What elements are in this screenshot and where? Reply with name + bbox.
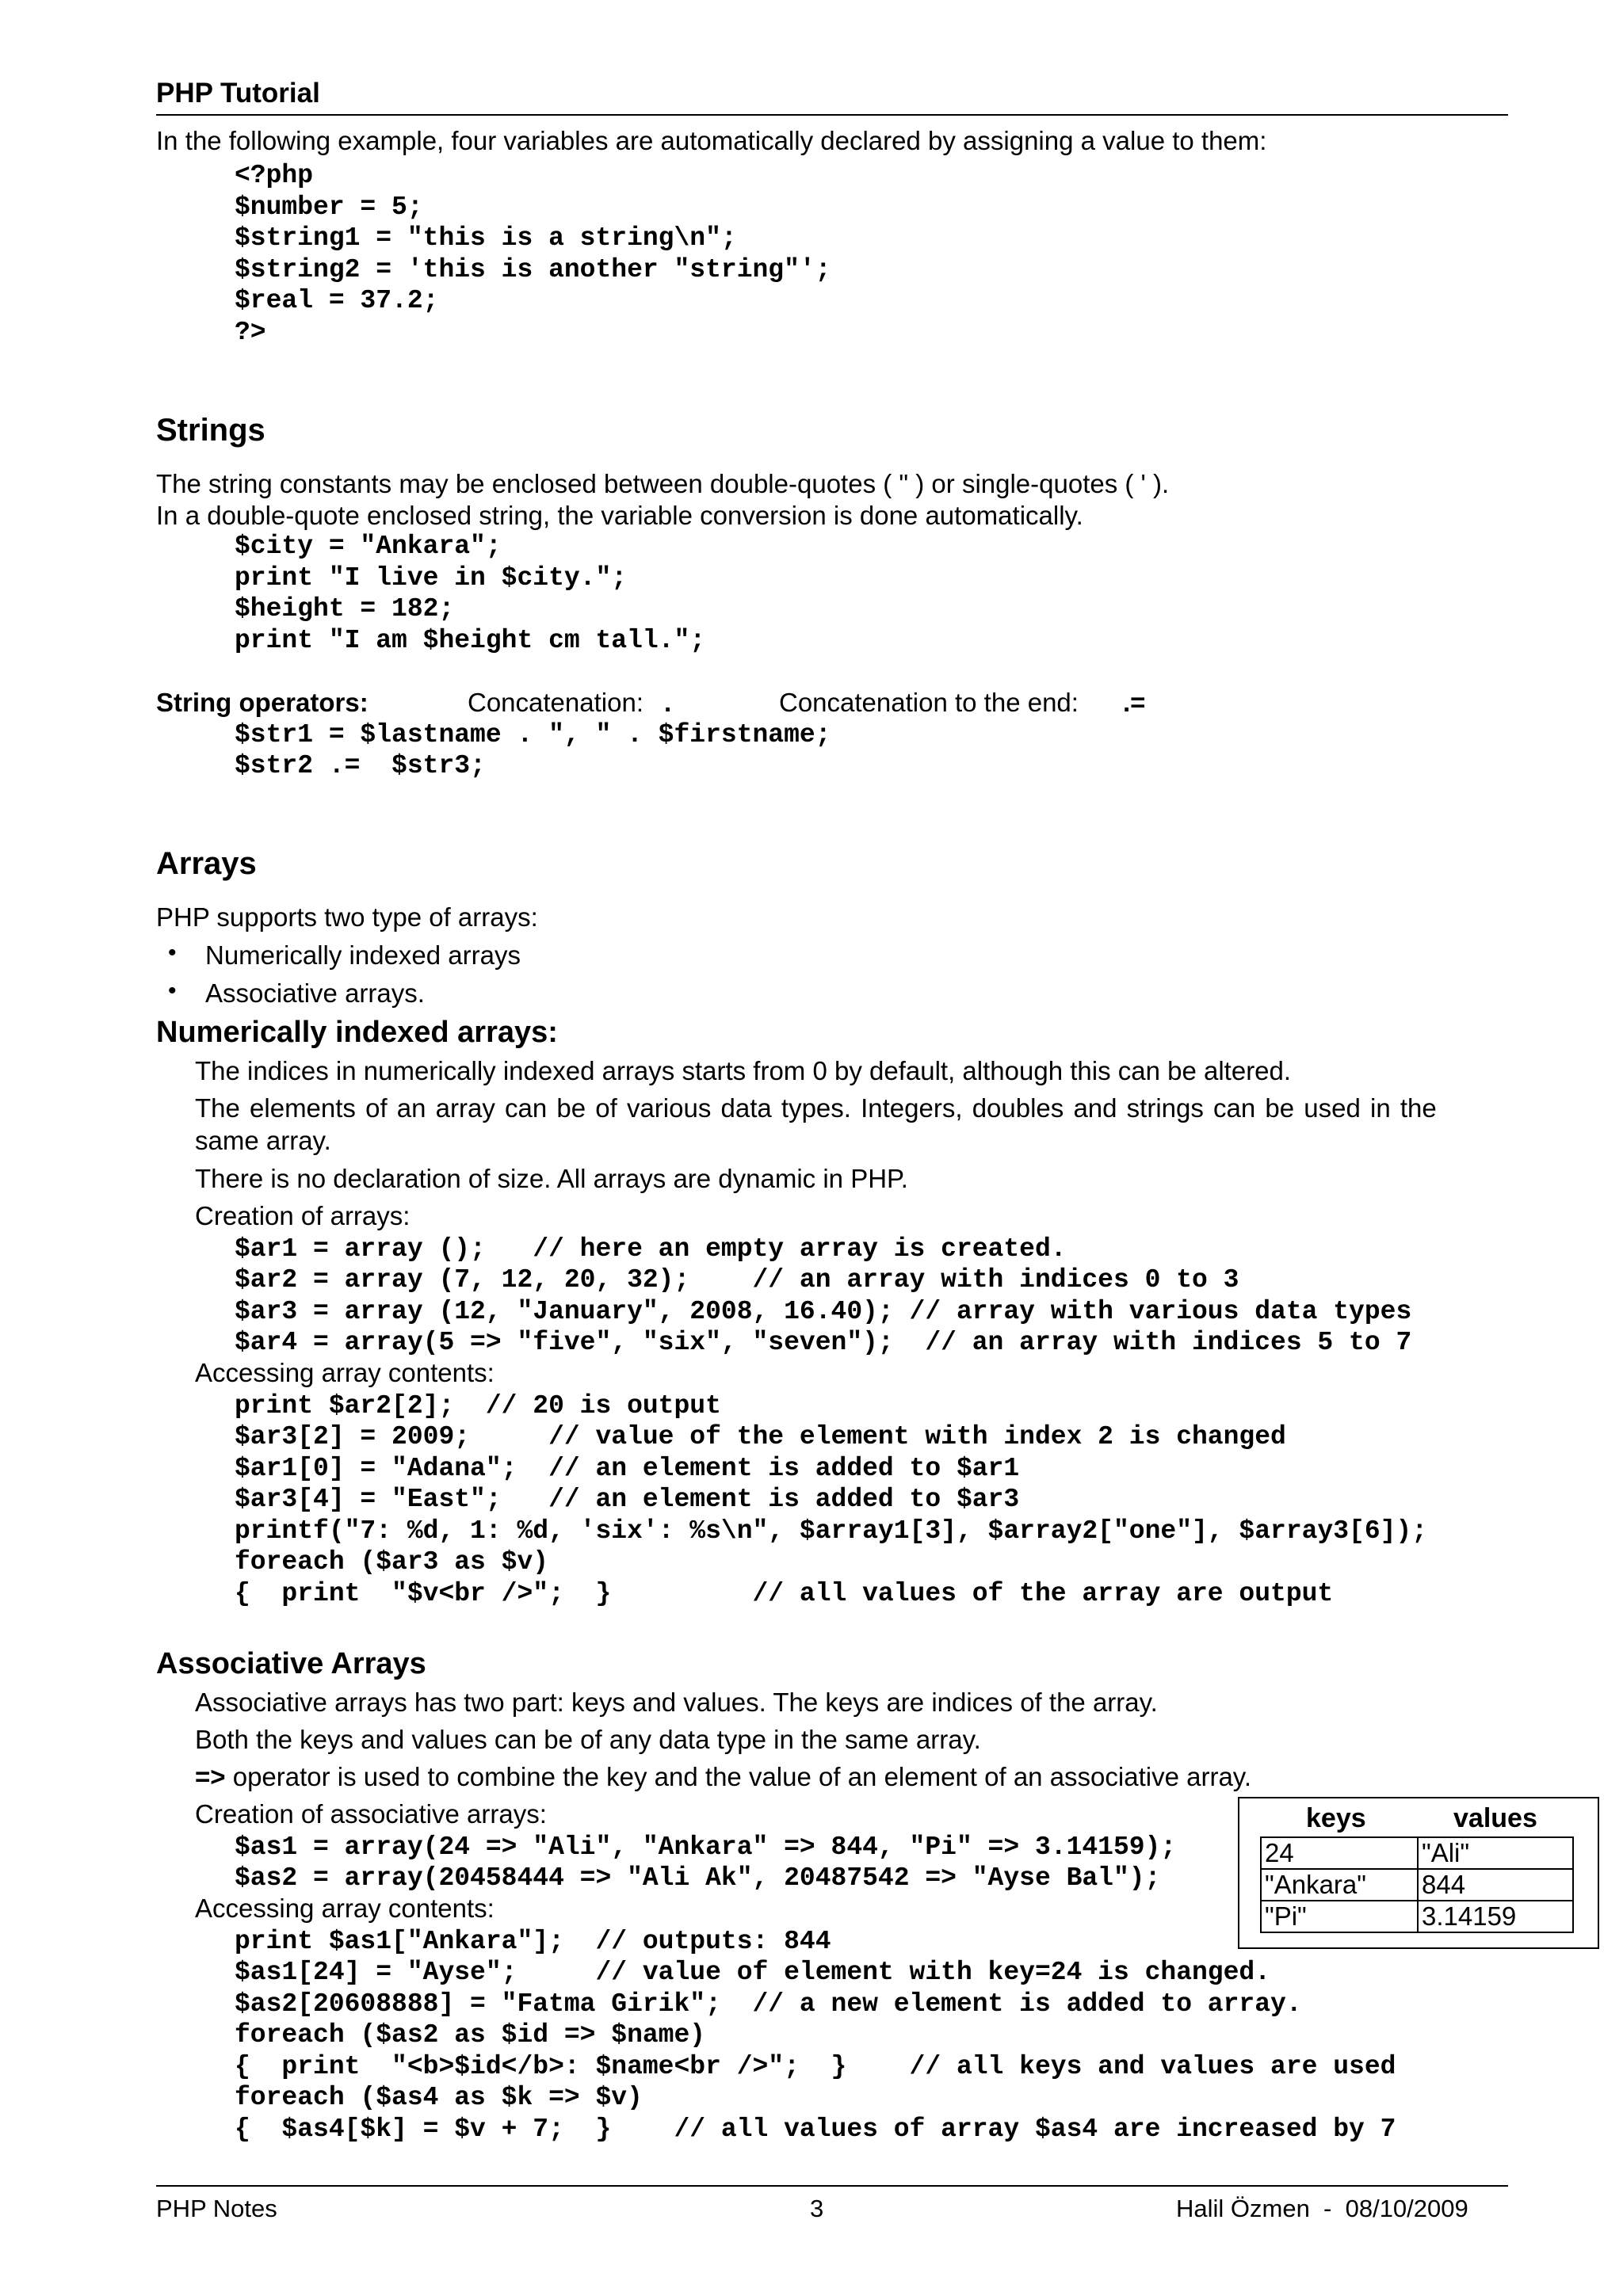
creation-of-arrays-label: Creation of arrays: — [195, 1201, 411, 1230]
value-cell: 3.14159 — [1418, 1901, 1573, 1932]
assoc-paragraph-3-text: operator is used to combine the key and the value of an element of an associative array. — [225, 1762, 1252, 1791]
code-line: foreach ($as4 as $k => $v) — [235, 2083, 643, 2112]
bullet-item: Numerically indexed arrays — [205, 940, 521, 970]
code-line: ?> — [235, 318, 266, 347]
page-number: 3 — [810, 2195, 824, 2222]
footer-rule — [156, 2185, 1508, 2187]
strings-paragraph-2: In a double-quote enclosed string, the variable conversion is done automatically. — [156, 501, 1083, 530]
arrow-operator: => — [195, 1762, 226, 1791]
concatenation-label: Concatenation: — [468, 688, 643, 717]
bullet-icon: • — [168, 978, 177, 1004]
code-line: $ar4 = array(5 => "five", "six", "seven"); // an array with indices 5 to 7 — [235, 1328, 1412, 1357]
assoc-paragraph-2: Both the keys and values can be of any data type in the same array. — [195, 1725, 981, 1754]
table-row — [1261, 1837, 1573, 1869]
footer-right: Halil Özmen - 08/10/2009 — [1176, 2195, 1468, 2222]
code-line: $height = 182; — [235, 594, 455, 624]
accessing-assoc-label: Accessing array contents: — [195, 1894, 495, 1923]
code-line: $string1 = "this is a string\n"; — [235, 223, 737, 253]
code-line: $as2[20608888] = "Fatma Girik"; // a new element is added to array. — [235, 1989, 1302, 2019]
page-header-title: PHP Tutorial — [156, 78, 320, 109]
intro-text: In the following example, four variables are automatically declared by assigning a value to them: — [156, 126, 1267, 155]
concatenation-end-label: Concatenation to the end: — [779, 688, 1079, 717]
key-cell: "Ankara" — [1261, 1869, 1418, 1901]
key-cell: 24 — [1261, 1837, 1418, 1869]
code-line: print "I am $height cm tall."; — [235, 626, 706, 655]
associative-arrays-heading: Associative Arrays — [156, 1647, 426, 1680]
table-row — [1261, 1869, 1573, 1901]
numeric-paragraph-2a: The elements of an array can be of various data types. Integers, doubles and strings can be used in the — [195, 1093, 1437, 1123]
keys-values-table — [1260, 1836, 1574, 1933]
numeric-paragraph-1: The indices in numerically indexed arrays starts from 0 by default, although this can be altered. — [195, 1056, 1292, 1085]
arrays-intro: PHP supports two type of arrays: — [156, 902, 538, 932]
assoc-paragraph-3 — [195, 1761, 1251, 1793]
concatenation-end-operator: .= — [1123, 688, 1146, 717]
concatenation-operator: . — [664, 688, 672, 717]
strings-heading: Strings — [156, 413, 265, 448]
code-line: $ar3 = array (12, "January", 2008, 16.40); // array with various data types — [235, 1297, 1412, 1326]
code-line: $as1 = array(24 => "Ali", "Ankara" => 844, "Pi" => 3.14159); — [235, 1833, 1177, 1862]
key-cell: "Pi" — [1261, 1901, 1418, 1932]
code-line: $number = 5; — [235, 193, 423, 222]
table-row — [1261, 1901, 1573, 1932]
code-line: $str2 .= $str3; — [235, 751, 486, 780]
arrays-heading: Arrays — [156, 846, 257, 881]
code-line: print $as1["Ankara"]; // outputs: 844 — [235, 1927, 831, 1956]
values-header: values — [1453, 1803, 1537, 1833]
code-line: $ar3[2] = 2009; // value of the element with index 2 is changed — [235, 1422, 1286, 1451]
code-line: { $as4[$k] = $v + 7; } // all values of array $as4 are increased by 7 — [235, 2115, 1396, 2144]
code-line: $city = "Ankara"; — [235, 532, 502, 561]
value-cell: 844 — [1418, 1869, 1573, 1901]
header-rule — [156, 114, 1508, 116]
code-line: $as1[24] = "Ayse"; // value of element with key=24 is changed. — [235, 1958, 1271, 1987]
code-line: foreach ($ar3 as $v) — [235, 1547, 549, 1577]
numeric-arrays-heading: Numerically indexed arrays: — [156, 1016, 558, 1049]
code-line: foreach ($as2 as $id => $name) — [235, 2020, 706, 2050]
footer-left: PHP Notes — [156, 2195, 277, 2222]
code-line: $ar3[4] = "East"; // an element is added to $ar3 — [235, 1485, 1020, 1514]
code-line: <?php — [235, 161, 314, 190]
code-line: $as2 = array(20458444 => "Ali Ak", 20487542 => "Ayse Bal"); — [235, 1863, 1161, 1893]
code-line: printf("7: %d, 1: %d, 'six': %s\n", $array1[3], $array2["one"], $array3[6]); — [235, 1516, 1428, 1546]
code-line: $ar1[0] = "Adana"; // an element is added to $ar1 — [235, 1454, 1020, 1483]
code-line: print $ar2[2]; // 20 is output — [235, 1391, 721, 1421]
code-line: $ar1 = array (); // here an empty array is created. — [235, 1234, 1067, 1264]
code-line: { print "$v<br />"; } // all values of the array are output — [235, 1579, 1334, 1608]
value-cell: "Ali" — [1418, 1837, 1573, 1869]
bullet-icon: • — [168, 940, 177, 966]
code-line: $real = 37.2; — [235, 286, 439, 315]
bullet-item: Associative arrays. — [205, 978, 425, 1008]
code-line: $str1 = $lastname . ", " . $firstname; — [235, 720, 831, 749]
string-operators-label: String operators: — [156, 688, 369, 717]
numeric-paragraph-2b: same array. — [195, 1126, 331, 1155]
strings-paragraph-1: The string constants may be enclosed between double-quotes ( " ) or single-quotes ( ' ). — [156, 469, 1170, 498]
code-line: { print "<b>$id</b>: $name<br />"; } // all keys and values are used — [235, 2052, 1396, 2081]
keys-header: keys — [1306, 1803, 1366, 1833]
accessing-array-label: Accessing array contents: — [195, 1358, 495, 1387]
code-line: $ar2 = array (7, 12, 20, 32); // an array with indices 0 to 3 — [235, 1265, 1239, 1295]
numeric-paragraph-3: There is no declaration of size. All arrays are dynamic in PHP. — [195, 1164, 908, 1193]
code-line: print "I live in $city."; — [235, 563, 628, 593]
code-line: $string2 = 'this is another "string"'; — [235, 255, 831, 284]
creation-assoc-label: Creation of associative arrays: — [195, 1799, 547, 1829]
assoc-paragraph-1: Associative arrays has two part: keys and values. The keys are indices of the array. — [195, 1688, 1158, 1717]
